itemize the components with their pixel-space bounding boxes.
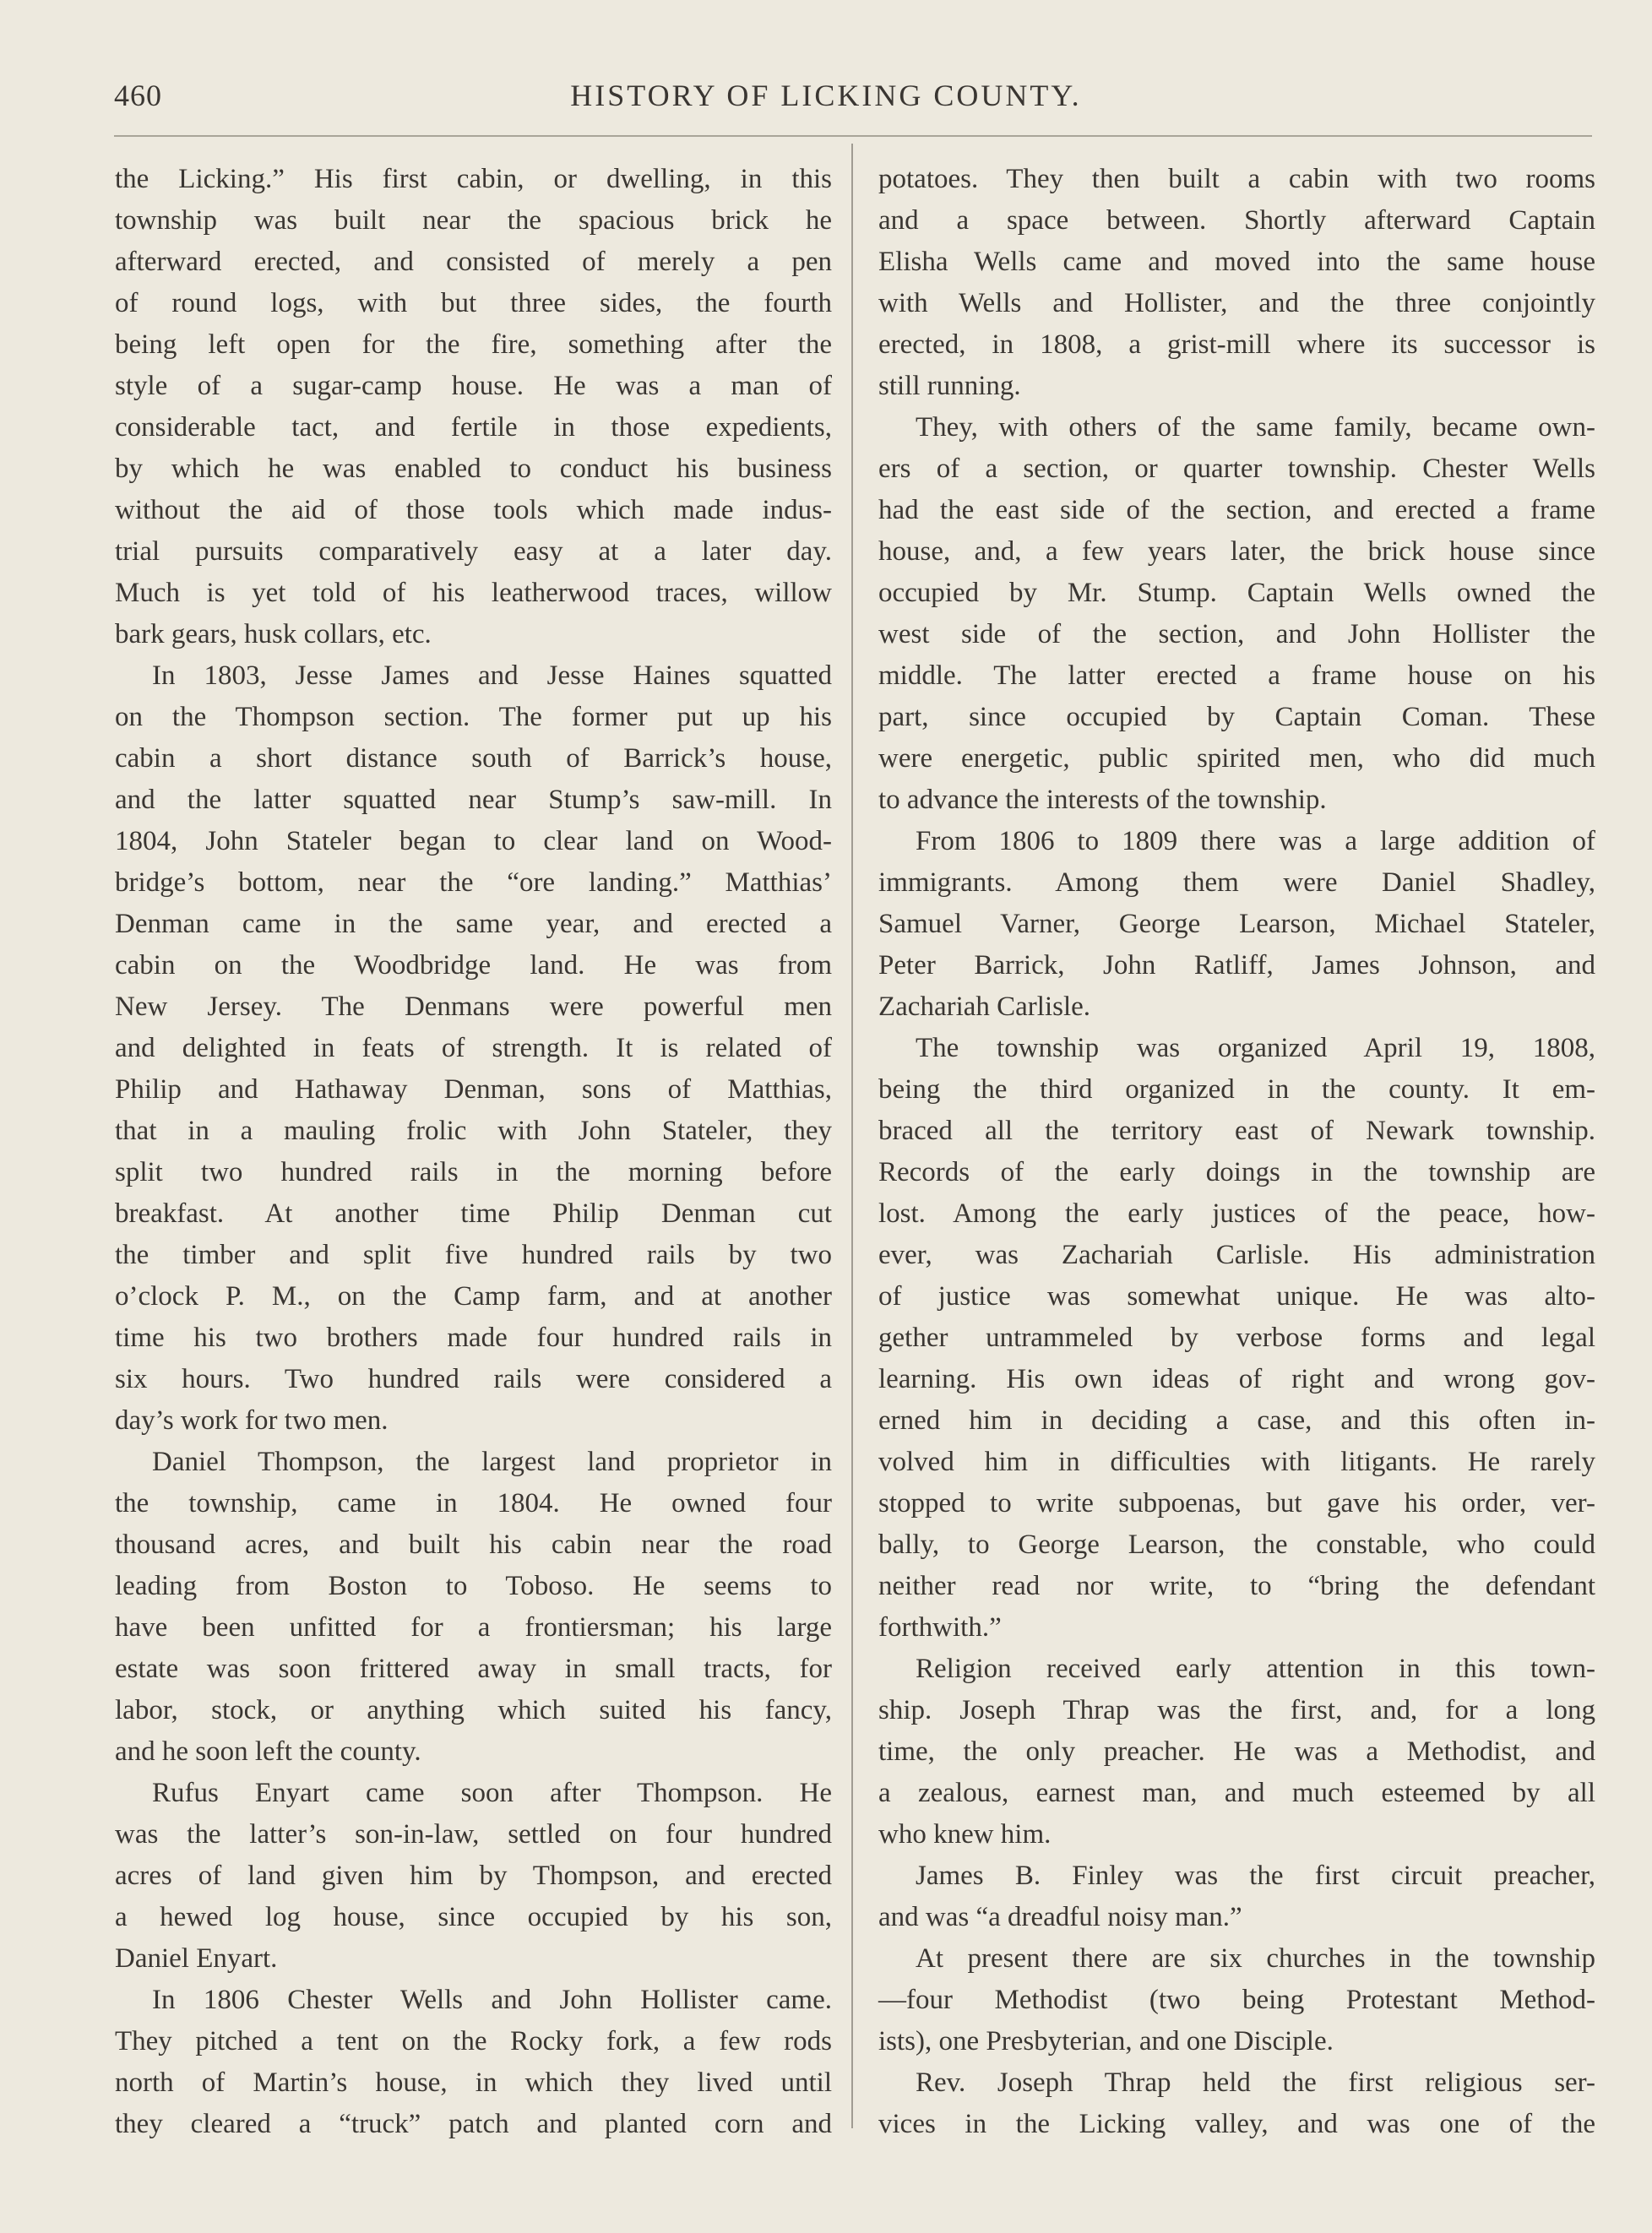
text-line: of justice was somewhat unique. He was alto- — [878, 1281, 1595, 1312]
text-line: acres of land given him by Thompson, and erected — [115, 1861, 832, 1891]
text-line: braced all the territory east of Newark township. — [878, 1116, 1595, 1146]
text-line: six hours. Two hundred rails were considered a — [115, 1364, 832, 1394]
text-line: were energetic, public spirited men, who did much — [878, 743, 1595, 774]
text-line: vices in the Licking valley, and was one of the — [878, 2109, 1595, 2139]
text-line: have been unfitted for a frontiersman; his large — [115, 1612, 832, 1643]
text-line: part, since occupied by Captain Coman. These — [878, 702, 1595, 732]
text-line: of round logs, with but three sides, the fourth — [115, 288, 832, 318]
text-line: being left open for the fire, something after the — [115, 329, 832, 360]
text-line: the Licking.” His first cabin, or dwelling, in this — [115, 164, 832, 194]
text-line: Records of the early doings in the township are — [878, 1157, 1595, 1187]
text-line: bridge’s bottom, near the “ore landing.” Matthias’ — [115, 867, 832, 898]
text-line: erected, in 1808, a grist-mill where its successor is — [878, 329, 1595, 360]
text-line: and he soon left the county. — [115, 1736, 421, 1767]
text-line: 1804, John Stateler began to clear land on Wood- — [115, 826, 832, 856]
text-line: Elisha Wells came and moved into the same house — [878, 247, 1595, 277]
text-line: Daniel Enyart. — [115, 1943, 278, 1974]
text-line: potatoes. They then built a cabin with two rooms — [878, 164, 1595, 194]
right-column — [878, 159, 1595, 2145]
text-line: a hewed log house, since occupied by his son, — [115, 1902, 832, 1932]
text-line: ists), one Presbyterian, and one Disciple. — [878, 2026, 1334, 2056]
text-line: the timber and split five hundred rails by two — [115, 1240, 832, 1270]
text-line: Zachariah Carlisle. — [878, 992, 1091, 1022]
text-line: they cleared a “truck” patch and planted corn and — [115, 2109, 832, 2139]
text-line: still running. — [878, 371, 1021, 401]
text-line: afterward erected, and consisted of merely a pen — [115, 247, 832, 277]
text-line: time, the only preacher. He was a Methodist, and — [878, 1736, 1595, 1767]
text-line: cabin on the Woodbridge land. He was from — [115, 950, 832, 981]
text-line: that in a mauling frolic with John Stateler, they — [115, 1116, 832, 1146]
left-column — [115, 159, 832, 2145]
text-line: bark gears, husk collars, etc. — [115, 619, 432, 649]
text-line: lost. Among the early justices of the peace, how- — [878, 1198, 1595, 1229]
text-line: had the east side of the section, and erected a frame — [878, 495, 1595, 525]
text-line: They, with others of the same family, became own- — [916, 412, 1595, 443]
text-line: From 1806 to 1809 there was a large addition of — [916, 826, 1595, 856]
text-line: north of Martin’s house, in which they lived until — [115, 2067, 832, 2098]
text-line: a zealous, earnest man, and much esteemed by all — [878, 1778, 1595, 1808]
text-line: erned him in deciding a case, and this often in- — [878, 1405, 1595, 1436]
text-line: Rev. Joseph Thrap held the first religious ser- — [916, 2067, 1595, 2098]
text-line: At present there are six churches in the township — [916, 1943, 1595, 1974]
text-line: day’s work for two men. — [115, 1405, 389, 1436]
text-line: breakfast. At another time Philip Denman cut — [115, 1198, 832, 1229]
text-line: ers of a section, or quarter township. Chester Wells — [878, 454, 1595, 484]
text-line: Much is yet told of his leatherwood traces, willow — [115, 578, 832, 608]
text-line: ever, was Zachariah Carlisle. His administration — [878, 1240, 1595, 1270]
text-line: considerable tact, and fertile in those expedients, — [115, 412, 832, 443]
text-line: split two hundred rails in the morning before — [115, 1157, 832, 1187]
text-line: was the latter’s son-in-law, settled on four hundred — [115, 1819, 832, 1850]
text-line: labor, stock, or anything which suited his fancy, — [115, 1695, 832, 1725]
text-line: on the Thompson section. The former put up his — [115, 702, 832, 732]
text-line: Religion received early attention in this town- — [916, 1654, 1595, 1684]
text-line: gether untrammeled by verbose forms and legal — [878, 1323, 1595, 1353]
text-line: volved him in difficulties with litigants. He rarely — [878, 1447, 1595, 1477]
text-line: ship. Joseph Thrap was the first, and, for a long — [878, 1695, 1595, 1725]
text-line: occupied by Mr. Stump. Captain Wells owned the — [878, 578, 1595, 608]
text-line: Rufus Enyart came soon after Thompson. He — [152, 1778, 832, 1808]
text-line: immigrants. Among them were Daniel Shadley, — [878, 867, 1595, 898]
text-line: cabin a short distance south of Barrick’s house, — [115, 743, 832, 774]
text-line: —four Methodist (two being Protestant Method- — [878, 1985, 1595, 2015]
text-line: middle. The latter erected a frame house on his — [878, 660, 1595, 691]
text-line: time his two brothers made four hundred rails in — [115, 1323, 832, 1353]
text-line: They pitched a tent on the Rocky fork, a few rods — [115, 2026, 832, 2056]
text-line: and a space between. Shortly afterward Captain — [878, 205, 1595, 236]
text-line: being the third organized in the county. It em- — [878, 1074, 1595, 1105]
text-line: without the aid of those tools which made indus- — [115, 495, 832, 525]
page-number: 460 — [114, 79, 162, 112]
text-line: west side of the section, and John Hollister the — [878, 619, 1595, 649]
text-line: New Jersey. The Denmans were powerful men — [115, 992, 832, 1022]
text-line: who knew him. — [878, 1819, 1052, 1850]
text-line: the township, came in 1804. He owned four — [115, 1488, 832, 1519]
text-line: neither read nor write, to “bring the defendant — [878, 1571, 1595, 1601]
text-line: learning. His own ideas of right and wrong gov- — [878, 1364, 1595, 1394]
header-rule — [114, 135, 1592, 137]
text-line: Daniel Thompson, the largest land proprietor in — [152, 1447, 832, 1477]
text-line: stopped to write subpoenas, but gave his order, ver- — [878, 1488, 1595, 1519]
text-line: and the latter squatted near Stump’s saw-mill. In — [115, 785, 832, 815]
text-line: and was “a dreadful noisy man.” — [878, 1902, 1242, 1932]
text-line: estate was soon frittered away in small tracts, for — [115, 1654, 832, 1684]
page-header — [0, 78, 1652, 120]
text-line: house, and, a few years later, the brick house since — [878, 536, 1595, 567]
text-line: Samuel Varner, George Learson, Michael Stateler, — [878, 909, 1595, 939]
text-line: and delighted in feats of strength. It is related of — [115, 1033, 832, 1063]
text-line: township was built near the spacious brick he — [115, 205, 832, 236]
running-title: HISTORY OF LICKING COUNTY. — [570, 79, 1082, 112]
text-line: Peter Barrick, John Ratliff, James Johnson, and — [878, 950, 1595, 981]
text-line: In 1803, Jesse James and Jesse Haines squatted — [152, 660, 832, 691]
text-line: by which he was enabled to conduct his business — [115, 454, 832, 484]
text-line: James B. Finley was the first circuit preacher, — [916, 1861, 1595, 1891]
text-line: trial pursuits comparatively easy at a later day. — [115, 536, 832, 567]
text-line: In 1806 Chester Wells and John Hollister came. — [152, 1985, 832, 2015]
text-line: leading from Boston to Toboso. He seems to — [115, 1571, 832, 1601]
text-line: bally, to George Learson, the constable, who could — [878, 1529, 1595, 1560]
text-line: with Wells and Hollister, and the three conjointly — [878, 288, 1595, 318]
text-line: thousand acres, and built his cabin near the road — [115, 1529, 832, 1560]
text-line: Philip and Hathaway Denman, sons of Matthias, — [115, 1074, 832, 1105]
text-line: style of a sugar-camp house. He was a man of — [115, 371, 832, 401]
text-line: to advance the interests of the township. — [878, 785, 1327, 815]
text-line: The township was organized April 19, 1808, — [916, 1033, 1595, 1063]
text-line: forthwith.” — [878, 1612, 1002, 1643]
column-divider — [851, 144, 853, 2128]
text-line: Denman came in the same year, and erected a — [115, 909, 832, 939]
text-line: o’clock P. M., on the Camp farm, and at another — [115, 1281, 832, 1312]
